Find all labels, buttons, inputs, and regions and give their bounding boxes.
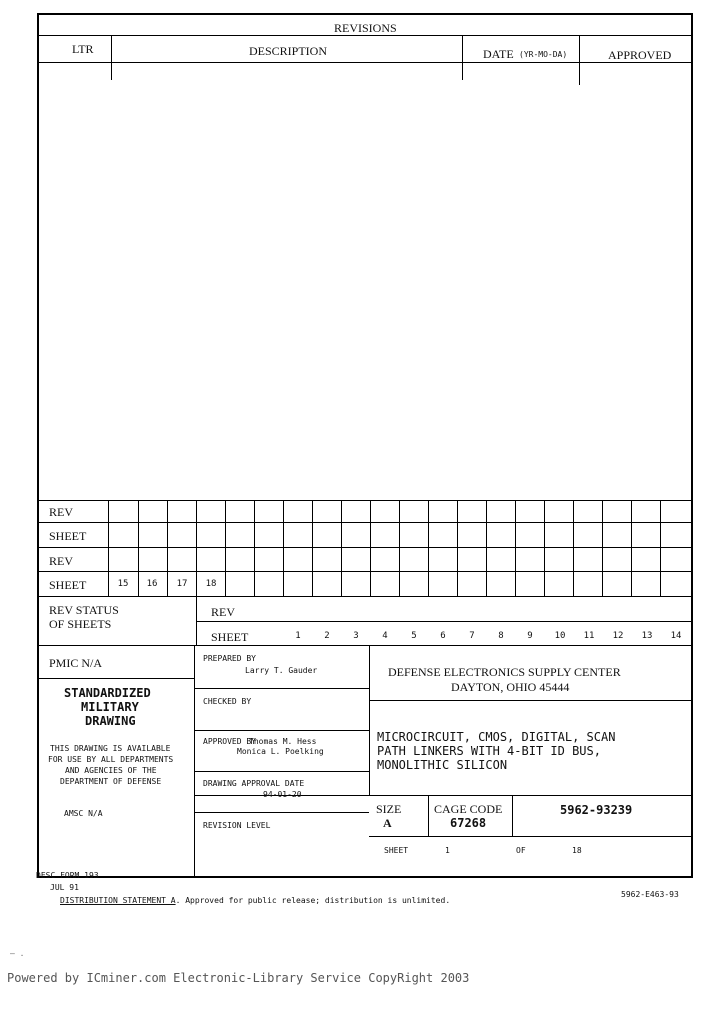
sheet-label: SHEET [384,846,409,855]
column-date-format: (YR-MO-DA) [519,50,568,59]
availability-text: DEPARTMENT OF DEFENSE [60,777,162,786]
smd-title: STANDARDIZED [64,686,151,700]
of-value: 18 [572,846,582,855]
size-label: SIZE [376,802,402,816]
sheet-label: SHEET [49,578,87,592]
sheet-number: 17 [176,579,188,589]
of-sheets-label: OF SHEETS [49,617,112,631]
agency-name: DEFENSE ELECTRONICS SUPPLY CENTER [388,665,621,679]
sheet-number: 1 [295,631,301,641]
sheet-number: 10 [554,631,566,641]
scan-mark: — . [10,949,25,958]
revision-level-label: REVISION LEVEL [203,821,271,830]
form-number: DESC FORM 193 [36,871,99,880]
rev-label: REV [49,554,73,568]
distribution-statement [60,897,450,905]
approved-by-label: APPROVED BY [203,737,256,746]
drawing-title: MONOLITHIC SILICON [377,758,508,772]
sheet-number: 6 [440,631,446,641]
sheet-number: 18 [205,579,217,589]
sheet-number: 3 [353,631,359,641]
amsc-label: AMSC N/A [64,809,103,818]
checked-by-name: Thomas M. Hess [249,737,317,746]
smd-title: MILITARY [81,700,139,714]
rev-label: REV [211,605,235,619]
sheet-number: 14 [670,631,682,641]
smd-title: DRAWING [85,714,136,728]
sheet-number: 5 [411,631,417,641]
column-description: DESCRIPTION [249,44,328,58]
sheet-label: SHEET [211,630,249,644]
sheet-number: 7 [469,631,475,641]
column-approved: APPROVED [608,48,672,62]
sheet-number: 2 [324,631,330,641]
sheet-number: 16 [146,579,158,589]
sheet-number: 15 [117,579,129,589]
rev-status-label: REV STATUS [49,603,119,617]
drawing-number: 5962-93239 [560,803,633,817]
column-ltr: LTR [72,42,94,56]
approval-date-value: 94-01-20 [263,790,302,799]
sheet-value: 1 [445,846,450,855]
cage-code-label: CAGE CODE [434,802,503,816]
sheet-number: 9 [527,631,533,641]
availability-text: THIS DRAWING IS AVAILABLE [50,744,171,753]
approved-by-name: Monica L. Poelking [237,747,324,756]
sheet-number: 13 [641,631,653,641]
distribution-label: DISTRIBUTION STATEMENT A [60,896,176,905]
sheet-number: 8 [498,631,504,641]
prepared-by-label: PREPARED BY [203,654,256,663]
sheet-label: SHEET [49,529,87,543]
revisions-title: REVISIONS [334,21,397,35]
availability-text: FOR USE BY ALL DEPARTMENTS [48,755,174,764]
approval-date-label: DRAWING APPROVAL DATE [203,779,305,788]
agency-address: DAYTON, OHIO 45444 [451,680,570,694]
cage-code-value: 67268 [450,816,487,830]
sheet-number: 11 [583,631,595,641]
checked-by-label: CHECKED BY [203,697,252,706]
drawing-title: PATH LINKERS WITH 4-BIT ID BUS, [377,744,601,758]
distribution-text: . Approved for public release; distribution is unlimited. [175,896,451,905]
sheet-number: 4 [382,631,388,641]
pmic-label: PMIC N/A [49,656,103,670]
watermark-text: Powered by ICminer.com Electronic-Library Service CopyRight 2003 [7,971,470,985]
rev-label: REV [49,505,73,519]
sheet-number: 12 [612,631,624,641]
size-value: A [383,816,392,830]
of-label: OF [516,846,526,855]
form-code: 5962-E463-93 [621,890,679,899]
column-date: DATE [483,47,514,61]
drawing-title: MICROCIRCUIT, CMOS, DIGITAL, SCAN [377,730,616,744]
form-date: JUL 91 [50,883,79,892]
availability-text: AND AGENCIES OF THE [65,766,157,775]
prepared-by-name: Larry T. Gauder [245,666,318,675]
